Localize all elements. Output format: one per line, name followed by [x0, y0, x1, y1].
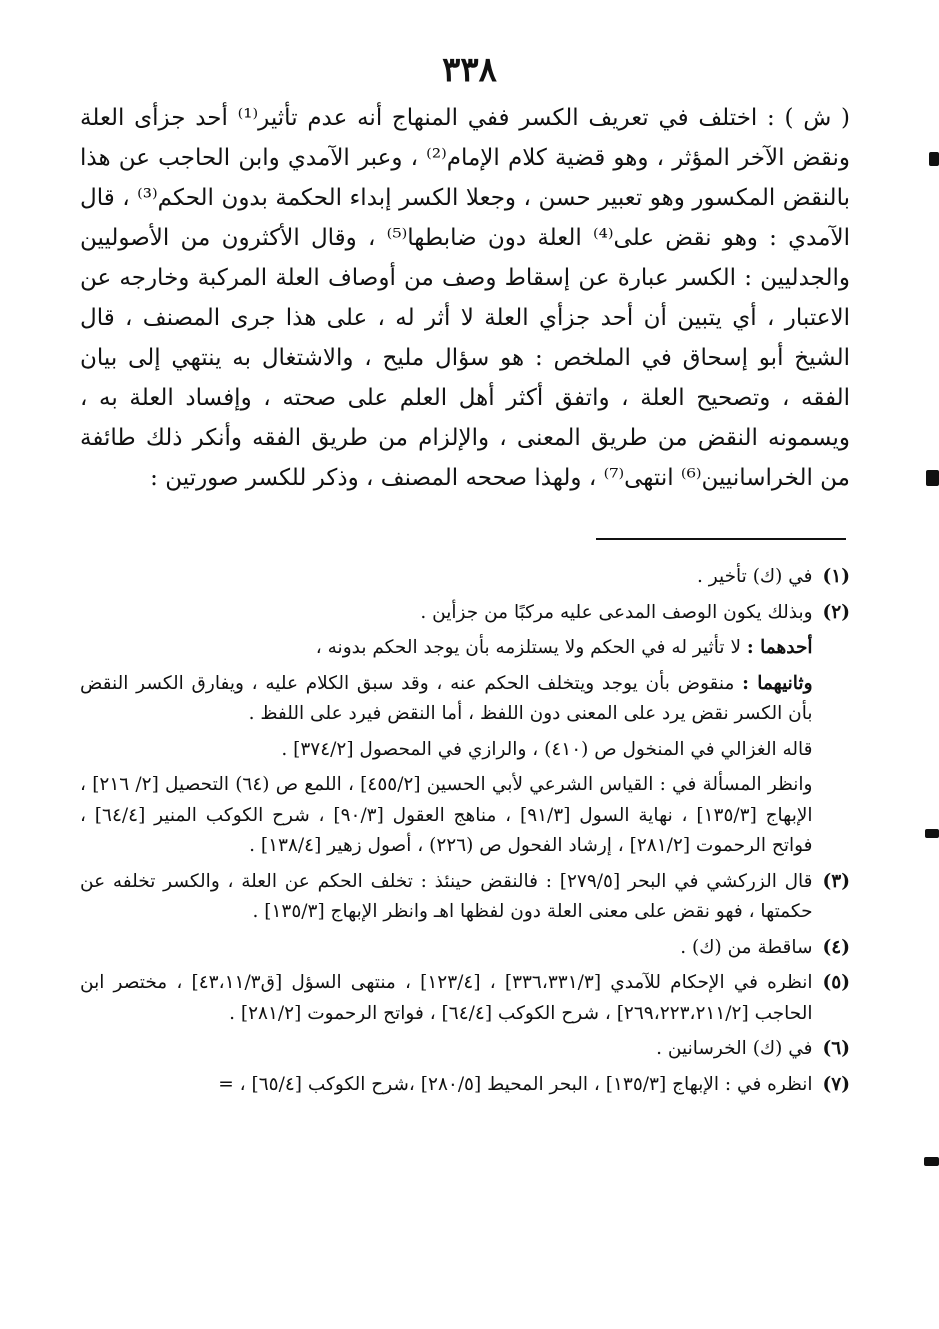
footnote-body: قال الزركشي في البحر [٢٧٩/٥] : فالنقض حينئذ : تخلف الحكم عن العلة ، والكسر تخلفه عن حكمتها ، فهو نقض على معنى العلة دون لفظها اهـ وانظر الإبهاج [١٣٥/٣] .: [80, 870, 813, 922]
footnote-divider: [596, 538, 846, 540]
footnote-number: (٥): [822, 972, 850, 993]
footnote-body: منقوض بأن يوجد ويتخلف الحكم عنه ، وقد سبق الكلام عليه ، ويفارق الكسر النقض بأن الكسر نقض يرد على المعنى دون اللفظ ، أما النقض فيرد على اللفظ .: [80, 672, 813, 724]
footnote-text: [80, 867, 813, 928]
main-text: ( ش ) : اختلف في تعريف الكسر ففي المنهاج أنه عدم تأثير⁽¹⁾ أحد جزأى العلة ونقض الآخر المؤثر ، وهو قضية كلام الإمام⁽²⁾ ، وعبر الآمدي وابن الحاجب عن هذا بالنقض المكسور وهو تعبير حسن ، وجعلا الكسر إبداء الحكمة بدون الحكم⁽³⁾ ، قال الآمدي : وهو نقض على⁽⁴⁾ العلة دون ضابطها⁽⁵⁾ ، وقال الأكثرون من الأصوليين والجدليين : الكسر عبارة عن إسقاط وصف من أوصاف العلة المركبة وخارجه عن الاعتبار ، أي يتبين أن أحد جزأي العلة لا أثر له ، على هذا جرى المصنف ، قال الشيخ أبو إسحاق في الملخص : هو سؤال مليح ، والاشتغال به ينتهي إلى بيان الفقه ، وتصحيح العلة ، واتفق أكثر أهل العلم على صحته ، وإفساد العلة به ، ويسمونه النقض من طريق المعنى ، والإلزام من طريق الفقه وأنكر ذلك طائفة من الخراسانيين⁽⁶⁾ انتهى⁽⁷⁾ ، ولهذا صححه المصنف ، وذكر للكسر صورتين :: [80, 105, 850, 491]
binding-mark: [925, 829, 939, 838]
footnote-body: ساقطة من (ك) .: [680, 936, 813, 958]
footnote-text: [80, 1070, 813, 1101]
footnote-number: (٦): [822, 1038, 850, 1059]
footnote-body: وبذلك يكون الوصف المدعى عليه مركبًا من جزأين .: [420, 601, 813, 623]
binding-mark: [924, 1157, 939, 1166]
footnote-text: [80, 933, 813, 964]
footnote-number: (٢): [822, 601, 850, 623]
page-number: ٣٣٨: [442, 50, 497, 90]
footnote-body: انظره في : الإبهاج [١٣٥/٣] ، البحر المحيط [٢٨٠/٥] ،شرح الكوكب [٦٥/٤] ، =: [218, 1073, 813, 1095]
binding-mark: [926, 470, 939, 486]
footnote-text: [80, 633, 813, 664]
footnote-text: [80, 562, 813, 593]
footnotes: [80, 562, 850, 1105]
footnote-text: [80, 1034, 813, 1065]
footnote-2: [80, 598, 850, 862]
footnote-number: (٧): [822, 1073, 850, 1095]
footnote-body: قاله الغزالي في المنخول ص (٤١٠) ، والرازي في المحصول [٣٧٤/٢] .: [281, 738, 813, 760]
footnote-body: وانظر المسألة في : القياس الشرعي لأبي الحسين [٤٥٥/٢] ، اللمع ص (٦٤) التحصيل [٢/ ٢١٦] ، الإبهاج [١٣٥/٣] ، نهاية السول [٩١/٣] ، مناهج العقول [٩٠/٣] ، شرح الكوكب المنير [٦٤/٤] ، فواتح الرحموت [٢٨١/٢] ، إرشاد الفحول ص (٢٢٦) ، أصول زهير [١٣٨/٤] .: [80, 774, 813, 856]
footnote-body: في (ك) تأخير .: [697, 566, 813, 587]
footnote-4: [80, 933, 850, 964]
footnote-lead: أحدهما :: [746, 637, 813, 658]
footnote-body: انظره في الإحكام للآمدي [٣٣٦،٣٣١/٣] ، [١٢٣/٤] ، منتهى السؤل [ق٤٣،١١/٣] ، مختصر ابن الحاجب [٢٦٩،٢٢٣،٢١١/٢] ، شرح الكوكب [٦٤/٤] ، فواتح الرحموت [٢٨١/٢] .: [80, 972, 813, 1024]
footnote-number: (٣): [822, 870, 850, 892]
footnote-body: في (ك) الخرسانين .: [656, 1038, 813, 1059]
footnote-lead: وثانيهما :: [742, 672, 813, 694]
footnote-1: [80, 562, 850, 593]
footnote-body: لا تأثير له في الحكم ولا يستلزمه بأن يوجد الحكم بدونه ،: [315, 637, 747, 658]
footnote-6: [80, 1034, 850, 1065]
footnote-text: [80, 770, 813, 862]
footnote-text: [80, 735, 813, 766]
footnote-7: [80, 1070, 850, 1101]
footnote-text: [80, 968, 813, 1029]
footnote-5: [80, 968, 850, 1029]
footnote-number: (١): [822, 566, 850, 587]
footnote-text: [80, 669, 813, 730]
footnote-3: [80, 867, 850, 928]
footnote-text: [80, 598, 813, 629]
footnote-number: (٤): [822, 936, 850, 958]
binding-mark: [929, 152, 939, 166]
